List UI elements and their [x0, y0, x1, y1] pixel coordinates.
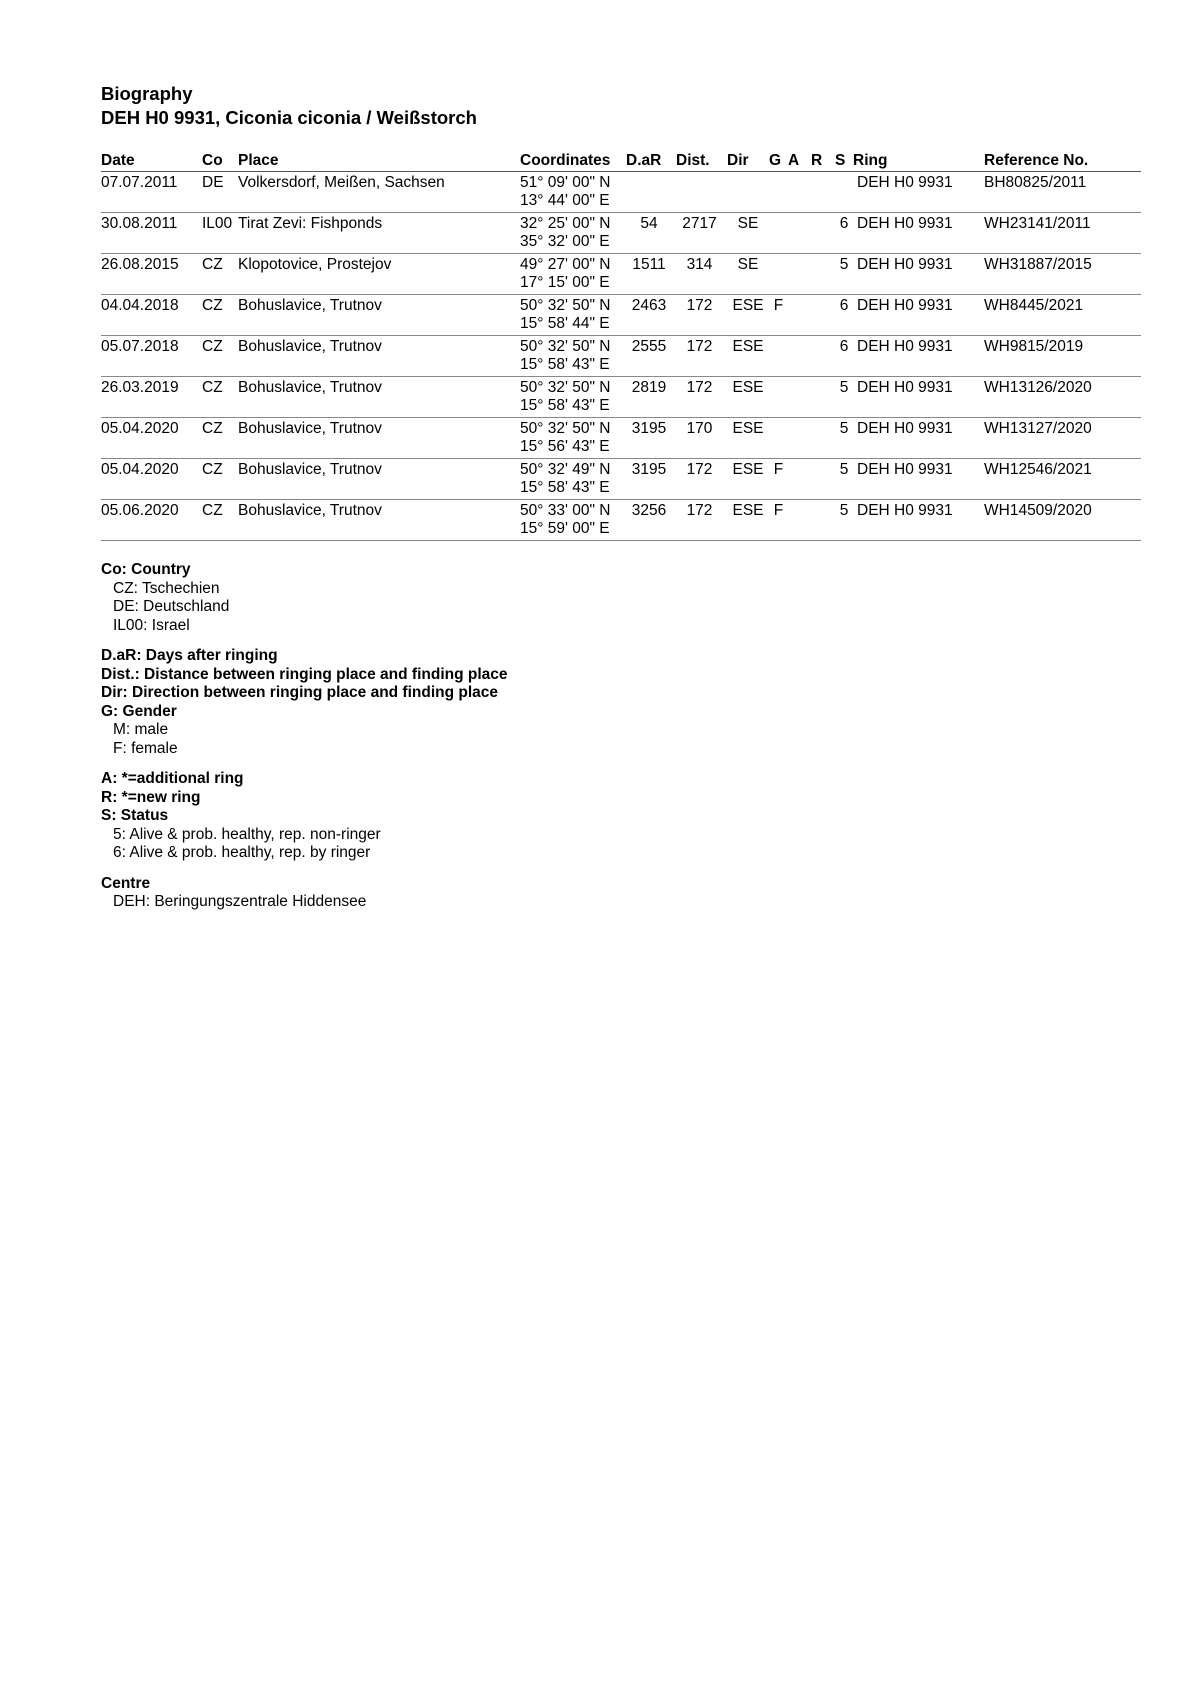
cell-reference: WH31887/2015: [984, 254, 1141, 295]
legend-spacer: [101, 863, 1141, 875]
cell-ring: DEH H0 9931: [853, 377, 984, 418]
cell-new-ring: [811, 213, 835, 254]
latitude: 50° 33' 00" N: [520, 502, 611, 519]
cell-new-ring: [811, 459, 835, 500]
cell-dar: 2555: [626, 336, 672, 377]
document-subtitle: DEH H0 9931, Ciconia ciconia / Weißstorch: [101, 107, 477, 128]
longitude: 35° 32' 00" E: [520, 233, 610, 250]
cell-status: 5: [835, 418, 853, 459]
table-row: [101, 295, 1141, 336]
cell-new-ring: [811, 377, 835, 418]
longitude: 15° 56' 43" E: [520, 438, 610, 455]
cell-country: CZ: [202, 336, 238, 377]
cell-place: Bohuslavice, Trutnov: [238, 336, 520, 377]
legend-item: DE: Deutschland: [113, 598, 230, 615]
cell-dir: SE: [727, 213, 769, 254]
cell-new-ring: [811, 500, 835, 541]
cell-status: 6: [835, 213, 853, 254]
latitude: 49° 27' 00" N: [520, 256, 611, 273]
table-row: [101, 172, 1141, 213]
cell-dar: 3256: [626, 500, 672, 541]
legend-heading: G: Gender: [101, 702, 177, 720]
cell-dist: [672, 172, 727, 213]
cell-gender: [769, 172, 788, 213]
legend-item: CZ: Tschechien: [113, 579, 220, 597]
cell-ring: DEH H0 9931: [853, 500, 984, 541]
cell-coordinates: [520, 213, 626, 254]
cell-gender: [769, 336, 788, 377]
cell-place: Bohuslavice, Trutnov: [238, 295, 520, 336]
table-row: [101, 213, 1141, 254]
cell-dar: 3195: [626, 418, 672, 459]
cell-ring: DEH H0 9931: [853, 459, 984, 500]
cell-status: 5: [835, 254, 853, 295]
cell-additional: [788, 377, 811, 418]
cell-additional: [788, 500, 811, 541]
legend-spacer: [101, 758, 1141, 770]
col-header-new-ring: R: [811, 150, 835, 172]
cell-dir: SE: [727, 254, 769, 295]
cell-country: CZ: [202, 254, 238, 295]
cell-country: CZ: [202, 418, 238, 459]
cell-reference: WH12546/2021: [984, 459, 1141, 500]
col-header-ring: Ring: [853, 150, 984, 172]
longitude: 15° 58' 43" E: [520, 356, 610, 373]
cell-ring: DEH H0 9931: [853, 213, 984, 254]
table-row: [101, 254, 1141, 295]
cell-dist: 170: [672, 418, 727, 459]
cell-date: 26.03.2019: [101, 377, 202, 418]
cell-reference: WH8445/2021: [984, 295, 1141, 336]
cell-dist: 172: [672, 500, 727, 541]
col-header-dist: Dist.: [672, 150, 727, 172]
cell-reference: WH9815/2019: [984, 336, 1141, 377]
cell-date: 05.06.2020: [101, 500, 202, 541]
cell-new-ring: [811, 418, 835, 459]
longitude: 17° 15' 00" E: [520, 274, 610, 291]
cell-ring: DEH H0 9931: [853, 254, 984, 295]
cell-country: IL00: [202, 213, 238, 254]
latitude: 32° 25' 00" N: [520, 215, 611, 232]
cell-date: 04.04.2018: [101, 295, 202, 336]
longitude: 15° 58' 44" E: [520, 315, 610, 332]
col-header-gender: G: [769, 150, 788, 172]
cell-additional: [788, 213, 811, 254]
legend-heading: Co: Country: [101, 561, 191, 578]
cell-date: 26.08.2015: [101, 254, 202, 295]
table-row: [101, 500, 1141, 541]
table-row: [101, 418, 1141, 459]
longitude: 13° 44' 00" E: [520, 192, 610, 209]
cell-place: Klopotovice, Prostejov: [238, 254, 520, 295]
cell-dir: [727, 172, 769, 213]
latitude: 50° 32' 50" N: [520, 420, 611, 437]
cell-new-ring: [811, 172, 835, 213]
cell-gender: [769, 377, 788, 418]
cell-dar: 2463: [626, 295, 672, 336]
cell-dar: 54: [626, 213, 672, 254]
col-header-additional: A: [788, 150, 811, 172]
cell-dar: [626, 172, 672, 213]
legend-item: F: female: [113, 739, 178, 757]
cell-place: Bohuslavice, Trutnov: [238, 459, 520, 500]
legend: [101, 561, 1141, 912]
cell-country: DE: [202, 172, 238, 213]
col-header-reference: Reference No.: [984, 150, 1141, 172]
cell-gender: [769, 418, 788, 459]
cell-ring: DEH H0 9931: [853, 172, 984, 213]
cell-dist: 2717: [672, 213, 727, 254]
cell-coordinates: [520, 295, 626, 336]
cell-dir: ESE: [727, 459, 769, 500]
cell-date: 05.04.2020: [101, 418, 202, 459]
cell-reference: WH13126/2020: [984, 377, 1141, 418]
cell-status: 5: [835, 500, 853, 541]
col-header-country: Co: [202, 150, 238, 172]
cell-dar: 2819: [626, 377, 672, 418]
longitude: 15° 59' 00" E: [520, 520, 610, 537]
col-header-dar: D.aR: [626, 150, 672, 172]
cell-ring: DEH H0 9931: [853, 418, 984, 459]
cell-place: Bohuslavice, Trutnov: [238, 500, 520, 541]
cell-status: 5: [835, 459, 853, 500]
cell-date: 07.07.2011: [101, 172, 202, 213]
table-row: [101, 336, 1141, 377]
legend-heading: Dist.: Distance between ringing place and finding place: [101, 665, 508, 683]
cell-reference: WH23141/2011: [984, 213, 1141, 254]
legend-heading: A: *=additional ring: [101, 770, 244, 787]
cell-dist: 172: [672, 295, 727, 336]
cell-dist: 172: [672, 459, 727, 500]
legend-heading: Dir: Direction between ringing place and finding place: [101, 684, 499, 701]
cell-additional: [788, 418, 811, 459]
cell-place: Bohuslavice, Trutnov: [238, 377, 520, 418]
cell-dar: 3195: [626, 459, 672, 500]
legend-heading: Centre: [101, 874, 151, 892]
cell-additional: [788, 336, 811, 377]
cell-additional: [788, 254, 811, 295]
cell-country: CZ: [202, 459, 238, 500]
legend-heading: R: *=new ring: [101, 788, 201, 806]
cell-gender: [769, 254, 788, 295]
cell-additional: [788, 459, 811, 500]
cell-gender: F: [769, 459, 788, 500]
cell-coordinates: [520, 418, 626, 459]
latitude: 50° 32' 49" N: [520, 461, 611, 478]
legend-item: IL00: Israel: [113, 616, 190, 634]
cell-ring: DEH H0 9931: [853, 295, 984, 336]
cell-coordinates: [520, 336, 626, 377]
longitude: 15° 58' 43" E: [520, 397, 610, 414]
cell-coordinates: [520, 172, 626, 213]
legend-item: DEH: Beringungszentrale Hiddensee: [113, 893, 367, 910]
cell-date: 30.08.2011: [101, 213, 202, 254]
table-row: [101, 459, 1141, 500]
col-header-coordinates: Coordinates: [520, 150, 626, 172]
cell-dir: ESE: [727, 336, 769, 377]
col-header-date: Date: [101, 150, 202, 172]
cell-country: CZ: [202, 500, 238, 541]
cell-dir: ESE: [727, 500, 769, 541]
cell-reference: BH80825/2011: [984, 172, 1141, 213]
latitude: 50° 32' 50" N: [520, 297, 611, 314]
legend-item: 6: Alive & prob. healthy, rep. by ringer: [113, 844, 371, 861]
col-header-status: S: [835, 150, 853, 172]
col-header-place: Place: [238, 150, 520, 172]
cell-coordinates: [520, 459, 626, 500]
cell-gender: [769, 213, 788, 254]
cell-dir: ESE: [727, 377, 769, 418]
cell-reference: WH13127/2020: [984, 418, 1141, 459]
cell-new-ring: [811, 336, 835, 377]
table-header-row: [101, 150, 1141, 172]
cell-place: Tirat Zevi: Fishponds: [238, 213, 520, 254]
cell-status: 6: [835, 336, 853, 377]
latitude: 50° 32' 50" N: [520, 379, 611, 396]
cell-date: 05.07.2018: [101, 336, 202, 377]
cell-status: 6: [835, 295, 853, 336]
cell-gender: F: [769, 500, 788, 541]
document-title: Biography: [101, 83, 193, 104]
cell-place: Bohuslavice, Trutnov: [238, 418, 520, 459]
biography-table: [101, 150, 1141, 541]
cell-date: 05.04.2020: [101, 459, 202, 500]
cell-dir: ESE: [727, 418, 769, 459]
cell-coordinates: [520, 254, 626, 295]
legend-item: 5: Alive & prob. healthy, rep. non-ringer: [113, 825, 381, 843]
legend-spacer: [101, 635, 1141, 647]
cell-additional: [788, 295, 811, 336]
cell-gender: F: [769, 295, 788, 336]
longitude: 15° 58' 43" E: [520, 479, 610, 496]
cell-dist: 172: [672, 377, 727, 418]
cell-dist: 314: [672, 254, 727, 295]
cell-dar: 1511: [626, 254, 672, 295]
cell-dist: 172: [672, 336, 727, 377]
col-header-dir: Dir: [727, 150, 769, 172]
cell-dir: ESE: [727, 295, 769, 336]
latitude: 51° 09' 00" N: [520, 174, 611, 191]
cell-country: CZ: [202, 377, 238, 418]
cell-additional: [788, 172, 811, 213]
legend-item: M: male: [113, 721, 169, 738]
legend-heading: D.aR: Days after ringing: [101, 647, 278, 664]
cell-country: CZ: [202, 295, 238, 336]
latitude: 50° 32' 50" N: [520, 338, 611, 355]
cell-status: [835, 172, 853, 213]
cell-new-ring: [811, 254, 835, 295]
cell-ring: DEH H0 9931: [853, 336, 984, 377]
cell-new-ring: [811, 295, 835, 336]
cell-coordinates: [520, 500, 626, 541]
legend-heading: S: Status: [101, 807, 169, 824]
cell-coordinates: [520, 377, 626, 418]
cell-status: 5: [835, 377, 853, 418]
cell-reference: WH14509/2020: [984, 500, 1141, 541]
table-row: [101, 377, 1141, 418]
cell-place: Volkersdorf, Meißen, Sachsen: [238, 172, 520, 213]
document-page: [101, 82, 1141, 912]
